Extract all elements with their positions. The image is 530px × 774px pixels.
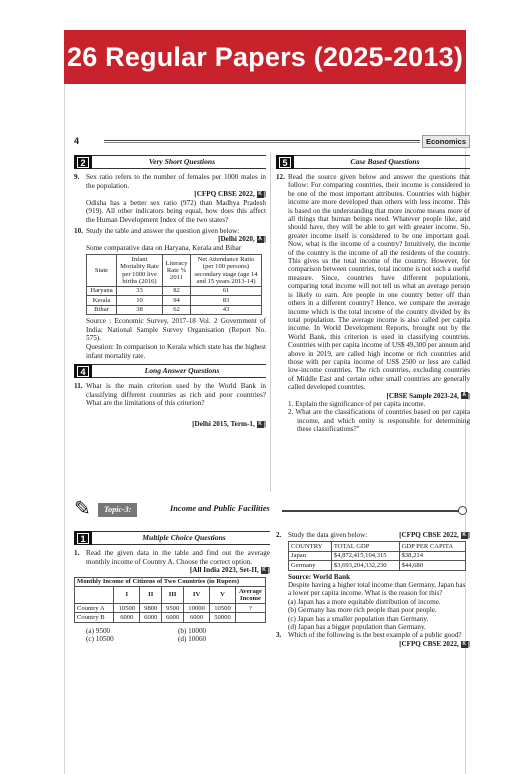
section-long-answer — [74, 364, 266, 378]
options-m1 — [74, 627, 270, 644]
k-badge: K — [462, 640, 466, 647]
header-rule — [104, 140, 420, 143]
section-case-based — [276, 155, 470, 169]
left-column — [74, 155, 266, 431]
bottom-left-column — [74, 531, 270, 644]
k-badge: K — [262, 567, 266, 574]
subject-label: Economics — [422, 135, 470, 148]
section-title: Case Based Questions — [350, 157, 420, 166]
section-number: 4 — [77, 366, 89, 377]
section-title: Long Answer Questions — [144, 366, 220, 376]
k-badge: K — [258, 191, 262, 198]
k-badge: K — [462, 531, 466, 538]
gdp-table: COUNTRY TOTAL GDP GDP PER CAPITA Japan $4,872,415,104,315 $38,214 Germany $3,693,204,332,230 $44,680 — [288, 541, 466, 570]
k-badge: K — [258, 420, 262, 427]
right-column — [276, 155, 470, 436]
topic-label: Topic-3: — [98, 503, 137, 517]
question-m2: 2. Study the data given below: [CFPQ CBSE 2022, K ] — [276, 531, 470, 539]
pencil-icon: ✎ — [74, 498, 91, 520]
page-number: 4 — [74, 136, 80, 146]
page-header — [74, 136, 470, 150]
a-badge: A — [462, 392, 466, 399]
section-number: 1 — [77, 533, 89, 544]
option-a[interactable]: (a) 9500 — [86, 626, 111, 635]
table-row: Germany $3,693,204,332,230 $44,680 — [289, 561, 466, 570]
option-b[interactable]: (b) Germany has more rich people than poor people. — [288, 606, 437, 615]
section-very-short — [74, 155, 266, 169]
table-row: Haryana 33 82 61 — [87, 286, 262, 295]
section-number: 2 — [77, 157, 89, 168]
option-c[interactable]: (c) Japan has a smaller population than Germany. — [288, 614, 429, 623]
column-divider — [270, 152, 271, 492]
question-9: 9. Sex ratio refers to the number of females per 1000 males in the population. [CFPQ CBSE 2022, K ] Odisha has a better sex ratio (972) than Madhya Pradesh (919). All other indicators being equal, how does this affect the Human Development Index of the two states? — [74, 173, 266, 224]
section-title: Very Short Questions — [148, 157, 216, 166]
topic-header — [74, 497, 470, 523]
section-mcq — [74, 531, 270, 545]
option-c[interactable]: (c) 10500 — [86, 635, 114, 644]
option-b[interactable]: (b) 10000 — [178, 626, 207, 635]
option-d[interactable]: (d) Japan has a bigger population than Germany. — [288, 623, 426, 632]
table-row: Kerala 10 94 83 — [87, 296, 262, 305]
bottom-right-column: 2. Study the data given below: [CFPQ CBSE 2022, K ] COUNTRY TOTAL GDP GDP PER CAPITA Japan $4,872,415,104,315 $38,214 Germany $3,693,204,332,230 $44,680 Source: World Bank Despite having a higher total income than Germany, Japan has a lower per capita income. What is the reason for this? (a) Japan has a more equitable distribution of income. (b) Germany has more rich people than poor people. (c) Japan has a smaller population than Germany. (d) Japan has a bigger population than Germany. 3. Which of the following is the best example of a public good? [CFPQ CBSE 2022, K ] — [276, 531, 470, 648]
question-m1: 1. Read the given data in the table and find out the average monthly income of Country A. Choose the correct option. [All India 2023, Set-II, K ] — [74, 549, 270, 575]
question-10: 10. Study the table and answer the question given below: [Delhi 2020, A ] Some comparative data on Haryana, Kerala and Bihar State Infant Mortality Rate per 1000 live births (2016) Literacy Rate % 2011 Net Attendance Ratio (per 100 persons) secondary stage (age 14 and 15 years 2013-14) Haryana 33 82 61 Kerala 10 94 83 Bihar 38 62 43 Source : Economic Survey, 2017-18 Vol. 2 Government of India: National Sample Survey Organisation (Report No. 575). Question: In comparison to Kerala which state has the highest infant mortality rate. — [74, 226, 266, 360]
table-row: Japan $4,872,415,104,315 $38,214 — [289, 551, 466, 560]
banner-title: 26 Regular Papers (2025-2013) — [64, 30, 466, 84]
table-row: Country A 10500 9800 9500 10000 10500 ? — [75, 604, 266, 613]
topic-title: Income and Public Facilities — [170, 504, 270, 513]
income-table: Monthly Income of Citizens of Two Countries (in Rupees) I II III IV V Average Income Country A 10500 9800 9500 10000 10500 ? Country B 6000 6000 6000 6000 50000 — [74, 577, 266, 623]
a-badge: A — [258, 236, 262, 242]
section-number: 5 — [279, 157, 291, 168]
option-a[interactable]: (a) Japan has a more equitable distribution of income. — [288, 597, 441, 606]
question-m3: 3. Which of the following is the best example of a public good? [CFPQ CBSE 2022, K ] — [276, 631, 470, 648]
table-row: Country B 6000 6000 6000 6000 50000 — [75, 613, 266, 622]
table-row: Bihar 38 62 43 — [87, 305, 262, 314]
question-12: 12. Read the source given below and answer the questions that follow: For comparing countries, their income is considered to be one of the most important attributes. Countries with higher income are more developed than others with less income. This is based on the understanding that more income means more of all things that human beings need. Whatever people like, and should have, they will be able to get with greater income. So, greater income itself is considered to be one important goal. Now, what is the income of a country? Intuitively, the income of the country is the income of all the residents of the country. This gives us the total income of the country. However, for comparison between countries, total income is not such a useful measure. Since, countries have different populations, comparing total income will not tell us what an average person is likely to earn. Are people in one country better off than others in a different country? Hence, we compare the average income which is the total income of the country divided by its total population. The average income is also called per capita income. In World Development Reports, brought out by the World Bank, this criterion is used in classifying countries. Countries with per capita income of US$ 49,300 per annum and above in 2019, are called high income or rich countries and those with per capita income of US$ 2500 or less are called low-income countries. The rich countries, excluding countries of Middle East and certain other small countries are generally called developed countries. [CBSE Sample 2023-24, A ] 1. Explain the significance of per capita income. 2. What are the classifications of countries based on per capita income, and which entity is responsible for determining these classifications?" — [276, 173, 470, 434]
question-11: 11. What is the main criterion used by the World Bank in classifying different countries as rich and poor countries? What are the limitations of this criterion? [Delhi 2015, Term-1, K ] — [74, 382, 266, 428]
topic-rule — [282, 510, 460, 512]
topic-dot-icon — [458, 506, 467, 515]
option-d[interactable]: (d) 10060 — [178, 635, 207, 644]
section-title: Multiple Choice Questions — [142, 533, 226, 542]
state-comparison-table: State Infant Mortality Rate per 1000 live births (2016) Literacy Rate % 2011 Net Attendance Ratio (per 100 persons) secondary stage (age 14 and 15 years 2013-14) Haryana 33 82 61 Kerala 10 94 83 Bihar 38 62 43 — [86, 254, 262, 315]
